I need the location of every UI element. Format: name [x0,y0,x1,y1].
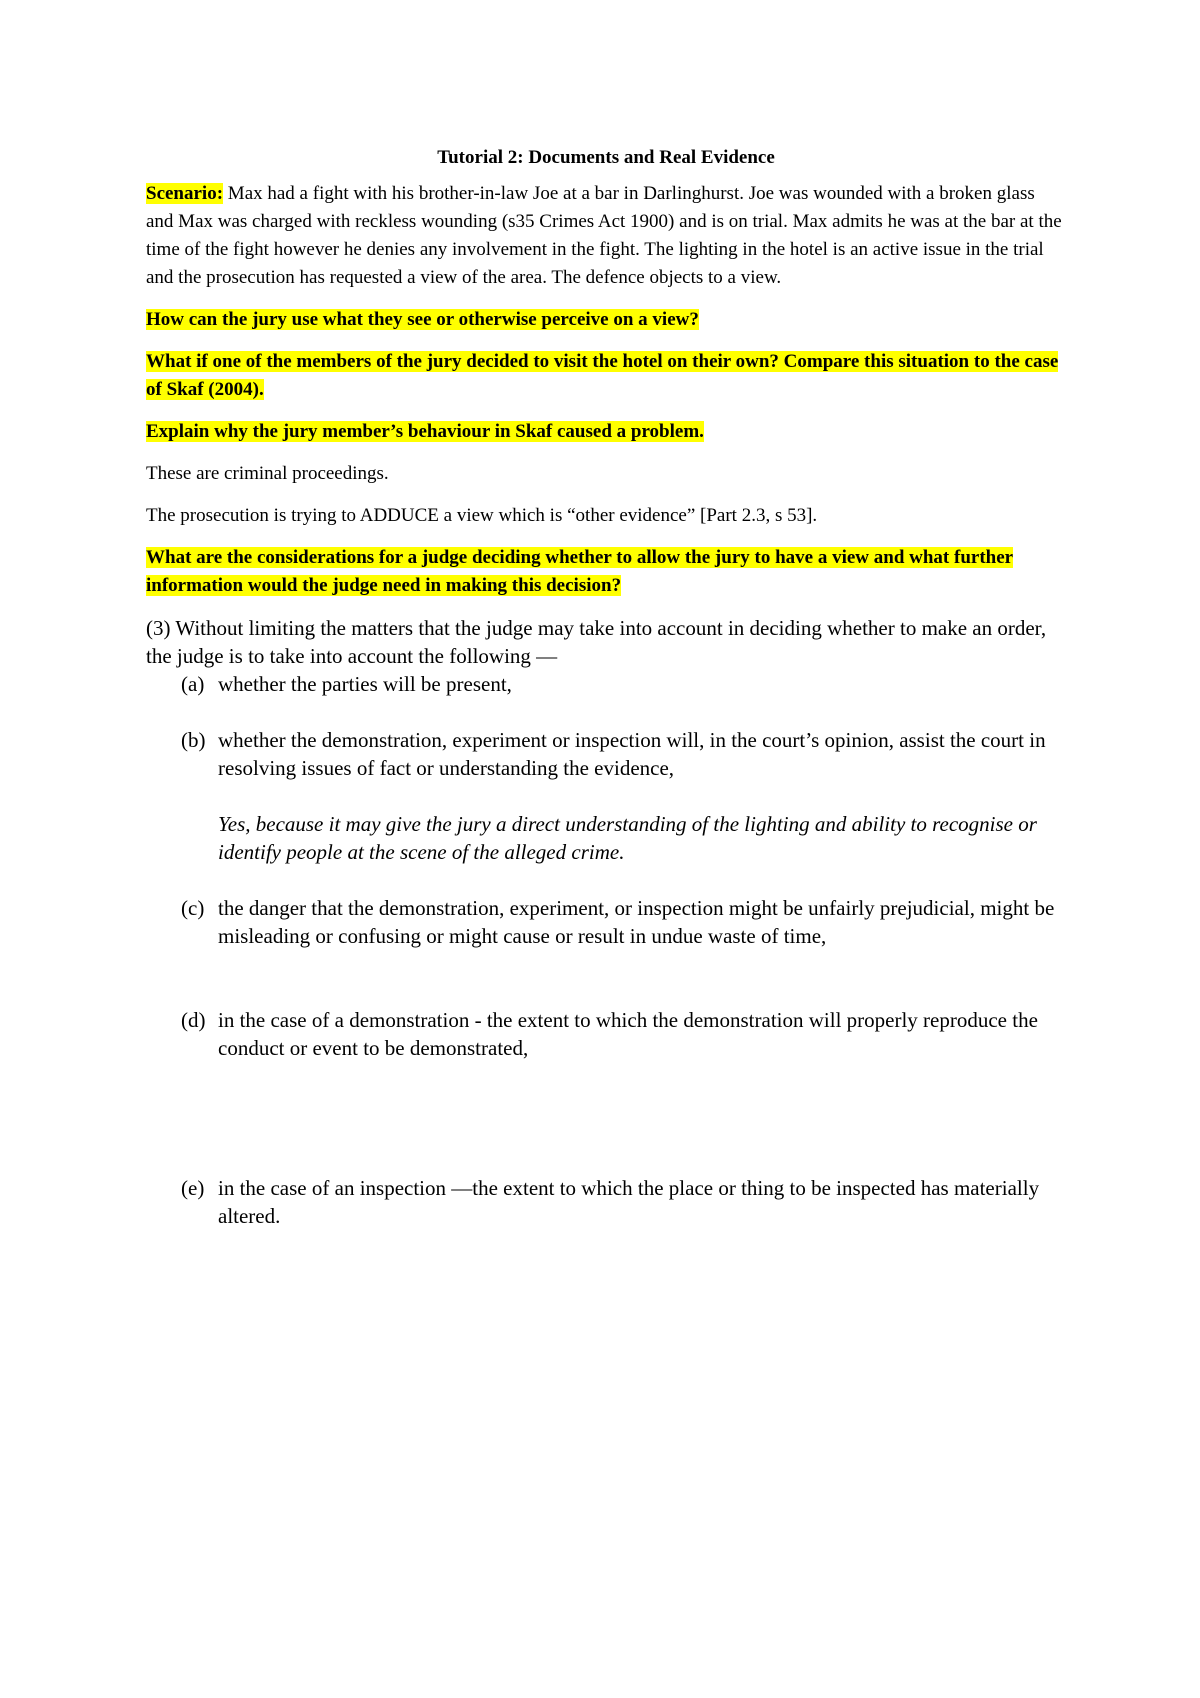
item-text: whether the parties will be present, [218,672,512,696]
statute-section [146,614,1066,1230]
question-4 [146,544,1066,600]
item-text: in the case of an inspection —the extent to which the place or thing to be inspected has materially altered. [218,1176,1040,1228]
statute-item-a [146,670,1066,698]
document-body [146,144,1066,1230]
answer-item-b: Yes, because it may give the jury a direct understanding of the lighting and ability to recognise or identify people at the scene of the alleged crime. [218,812,1037,864]
item-marker: (d) [181,1008,206,1032]
statute-item-b [146,726,1066,782]
scenario-label: Scenario: [146,183,224,204]
question-3 [146,418,1066,446]
item-text: in the case of a demonstration - the extent to which the demonstration will properly reproduce the conduct or event to be demonstrated, [218,1008,1038,1060]
question-2-text: What if one of the members of the jury decided to visit the hotel on their own? Compare this situation to the case of Skaf (2004). [146,351,1059,400]
item-marker: (a) [181,672,205,696]
note-criminal-proceedings: These are criminal proceedings. [146,463,389,484]
statute-item-c [146,894,1066,950]
statute-item-d [146,1006,1066,1062]
item-marker: (b) [181,728,206,752]
item-marker: (c) [181,896,205,920]
question-4-text: What are the considerations for a judge deciding whether to allow the jury to have a view and what further information would the judge need in making this decision? [146,547,1014,596]
statute-item-e [146,1174,1066,1230]
question-3-text: Explain why the jury member’s behaviour in Skaf caused a problem. [146,421,704,442]
item-text: the danger that the demonstration, experiment, or inspection might be unfairly prejudicial, might be misleading or confusing or might cause or result in undue waste of time, [218,896,1055,948]
item-marker: (e) [181,1176,205,1200]
question-1 [146,306,1066,334]
scenario-paragraph [146,180,1066,292]
question-2 [146,348,1066,404]
item-text: whether the demonstration, experiment or inspection will, in the court’s opinion, assist the court in resolving issues of fact or understanding the evidence, [218,728,1046,780]
note-adduce-view: The prosecution is trying to ADDUCE a view which is “other evidence” [Part 2.3, s 53]. [146,505,818,526]
statute-intro: (3) Without limiting the matters that the judge may take into account in deciding whether to make an order, the judge is to take into account the following — [146,616,1047,668]
document-title: Tutorial 2: Documents and Real Evidence [437,147,775,168]
question-1-text: How can the jury use what they see or otherwise perceive on a view? [146,309,699,330]
scenario-text: Max had a fight with his brother-in-law Joe at a bar in Darlinghurst. Joe was wounded with a broken glass and Max was charged with reckless wounding (s35 Crimes Act 1900) and is on trial. Max admits he was at the bar at the time of the fight however he denies any involvement in the fight. The lighting in the hotel is an active issue in the trial and the prosecution has requested a view of the area. The defence objects to a view. [146,183,1062,288]
